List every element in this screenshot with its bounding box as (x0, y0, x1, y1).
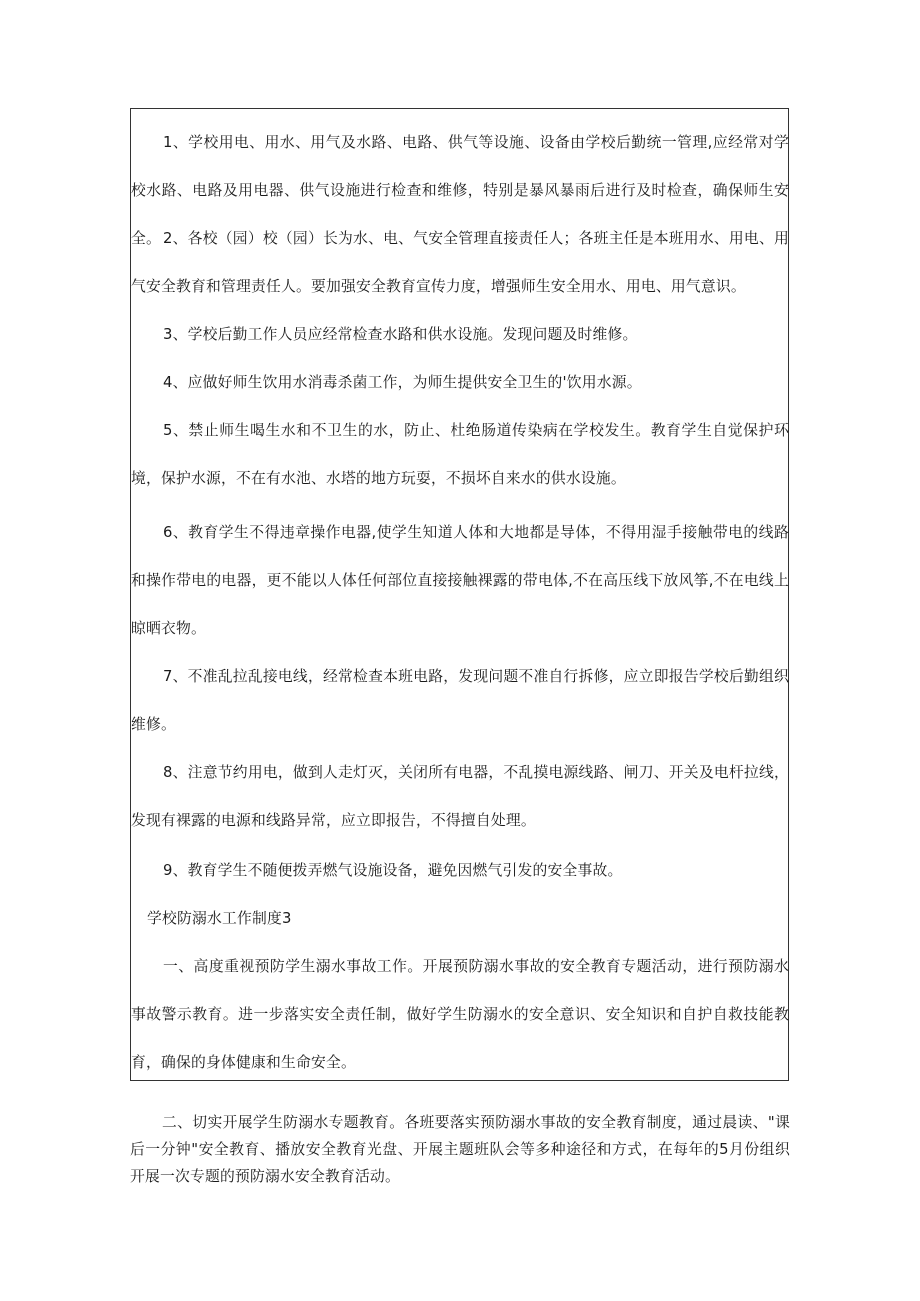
rule-item-1: 1、学校用电、用水、用气及水路、电路、供气等设施、设备由学校后勤统一管理,应经常对学校水路、电路及用电器、供气设施进行检查和维修，特别是暴风暴雨后进行及时检查，确保师生安全。 (131, 134, 789, 247)
outer-paragraph: 二、切实开展学生防溺水专题教育。各班要落实预防溺水事故的安全教育制度，通过晨读、"课后一分钟"安全教育、播放安全教育光盘、开展主题班队会等多种途径和方式，在每年的5月份组织开展一次专题的预防溺水安全教育活动。 (130, 1114, 790, 1185)
rule-item-2: 2、各校（园）校（园）长为水、电、气安全管理直接责任人；各班主任是本班用水、用电、用气安全教育和管理责任人。要加强安全教育宣传力度，增强师生安全用水、用电、用气意识。 (131, 230, 789, 295)
section-paragraph: 一、高度重视预防学生溺水事故工作。开展预防溺水事故的安全教育专题活动，进行预防溺水事故警示教育。进一步落实安全责任制，做好学生防溺水的安全意识、安全知识和自护自救技能教育，确保的身体健康和生命安全。 (131, 958, 789, 1071)
rule-item-9: 9、教育学生不随便拨弄燃气设施设备，避免因燃气引发的安全事故。 (163, 862, 623, 879)
rule-item-3: 3、学校后勤工作人员应经常检查水路和供水设施。发现问题及时维修。 (163, 326, 638, 343)
rule-item-8: 8、注意节约用电，做到人走灯灭，关闭所有电器，不乱摸电源线路、闸刀、开关及电杆拉线，发现有裸露的电源和线路异常，应立即报告，不得擅自处理。 (131, 764, 789, 829)
rule-item-4: 4、应做好师生饮用水消毒杀菌工作，为师生提供安全卫生的'饮用水源。 (163, 374, 642, 391)
rule-item-7: 7、不准乱拉乱接电线，经常检查本班电路，发现问题不准自行拆修，应立即报告学校后勤组织维修。 (131, 668, 789, 733)
rule-item-6: 6、教育学生不得违章操作电器,使学生知道人体和大地都是导体，不得用湿手接触带电的线路和操作带电的电器，更不能以人体任何部位直接接触裸露的带电体,不在高压线下放风筝,不在电线上晾晒衣物。 (131, 524, 789, 637)
section-title: 学校防溺水工作制度3 (147, 910, 292, 927)
rule-item-5: 5、禁止师生喝生水和不卫生的水，防止、杜绝肠道传染病在学校发生。教育学生自觉保护环境，保护水源，不在有水池、水塔的地方玩耍，不损坏自来水的供水设施。 (131, 422, 789, 487)
